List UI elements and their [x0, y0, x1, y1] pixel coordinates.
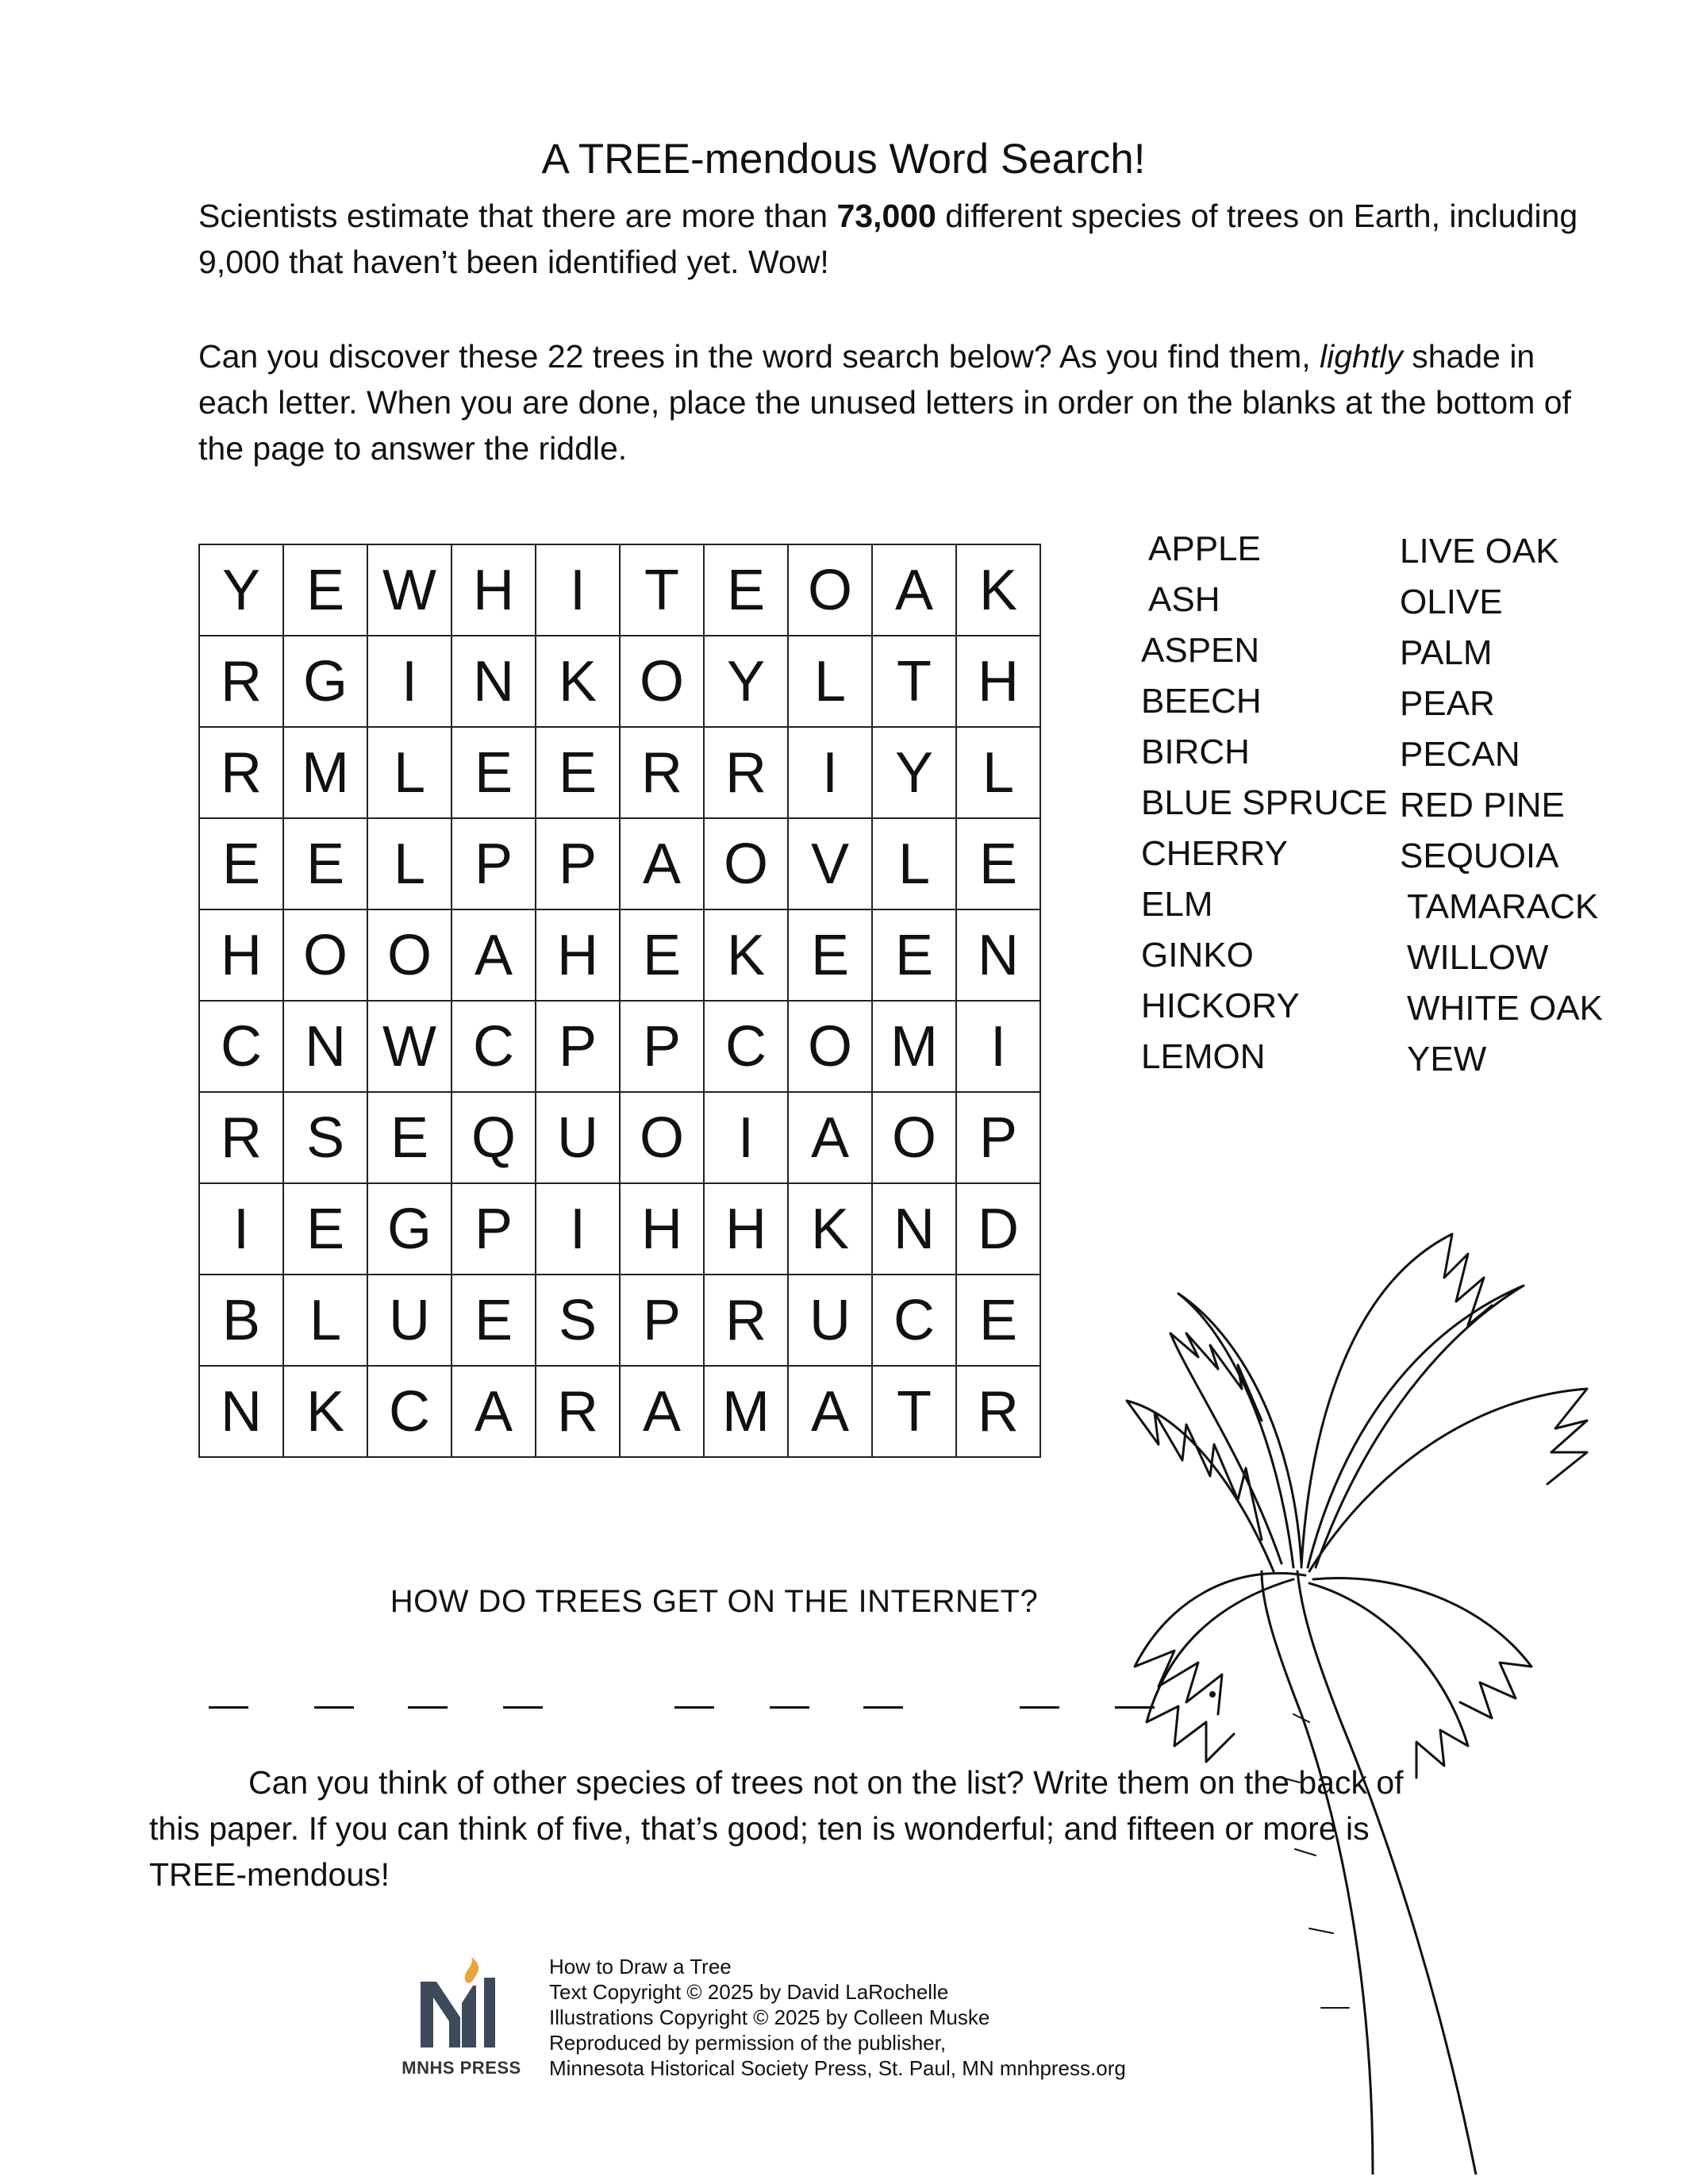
grid-row — [199, 1001, 1040, 1092]
grid-letter-cell[interactable]: A — [788, 1366, 872, 1457]
grid-row — [199, 1275, 1040, 1366]
grid-letter-cell[interactable]: K — [788, 1183, 872, 1275]
credit-line: Text Copyright © 2025 by David LaRochelle — [549, 1980, 949, 2004]
grid-letter-cell[interactable]: R — [536, 1366, 620, 1457]
grid-letter-cell[interactable]: T — [872, 636, 956, 727]
grid-letter-cell[interactable]: P — [452, 1183, 536, 1275]
grid-letter-cell[interactable]: K — [956, 544, 1040, 636]
grid-letter-cell[interactable]: O — [367, 909, 452, 1001]
word-list-item: SEQUOIA — [1400, 836, 1559, 875]
grid-letter-cell[interactable]: H — [452, 544, 536, 636]
closing-paragraph — [149, 1759, 1419, 1898]
grid-letter-cell[interactable]: E — [956, 818, 1040, 909]
grid-letter-cell[interactable]: I — [704, 1092, 788, 1183]
word-list-item: APPLE — [1148, 529, 1261, 568]
grid-letter-cell[interactable]: N — [956, 909, 1040, 1001]
grid-letter-cell[interactable]: M — [704, 1366, 788, 1457]
word-search-grid — [198, 544, 1041, 1458]
intro-paragraph — [198, 193, 1579, 285]
instructions-emphasis: lightly — [1320, 338, 1403, 375]
instructions-paragraph — [198, 333, 1579, 471]
grid-letter-cell[interactable]: W — [367, 1001, 452, 1092]
grid-letter-cell[interactable]: V — [788, 818, 872, 909]
credit-line: Minnesota Historical Society Press, St. Paul, MN mnhpress.org — [549, 2056, 1126, 2080]
grid-letter-cell[interactable]: N — [283, 1001, 367, 1092]
grid-letter-cell[interactable]: E — [283, 544, 367, 636]
riddle-question: HOW DO TREES GET ON THE INTERNET? — [390, 1584, 1039, 1619]
grid-letter-cell[interactable]: A — [872, 544, 956, 636]
grid-letter-cell[interactable]: C — [367, 1366, 452, 1457]
grid-letter-cell[interactable]: R — [199, 727, 283, 818]
grid-letter-cell[interactable]: H — [956, 636, 1040, 727]
word-list-item: ASH — [1148, 580, 1220, 619]
word-list-item: ASPEN — [1141, 631, 1260, 670]
grid-letter-cell[interactable]: E — [956, 1275, 1040, 1366]
grid-letter-cell[interactable]: E — [452, 727, 536, 818]
intro-text-start: Scientists estimate that there are more than — [198, 198, 837, 234]
grid-letter-cell[interactable]: C — [199, 1001, 283, 1092]
credit-line: Reproduced by permission of the publisher, — [549, 2031, 947, 2055]
grid-letter-cell[interactable]: A — [452, 909, 536, 1001]
grid-letter-cell[interactable]: H — [704, 1183, 788, 1275]
grid-letter-cell[interactable]: P — [956, 1092, 1040, 1183]
grid-letter-cell[interactable]: L — [367, 818, 452, 909]
grid-letter-cell[interactable]: P — [452, 818, 536, 909]
answer-blank[interactable] — [1020, 1706, 1059, 1709]
grid-letter-cell[interactable]: E — [704, 544, 788, 636]
grid-letter-cell[interactable]: Y — [872, 727, 956, 818]
word-list-item: LEMON — [1141, 1037, 1266, 1076]
grid-letter-cell[interactable]: E — [872, 909, 956, 1001]
word-list-item: BEECH — [1141, 682, 1262, 721]
grid-letter-cell[interactable]: G — [283, 636, 367, 727]
grid-letter-cell[interactable]: B — [199, 1275, 283, 1366]
grid-letter-cell[interactable]: O — [620, 636, 704, 727]
grid-letter-cell[interactable]: R — [704, 1275, 788, 1366]
answer-blank[interactable] — [209, 1706, 248, 1709]
grid-letter-cell[interactable]: T — [620, 544, 704, 636]
grid-letter-cell[interactable]: K — [283, 1366, 367, 1457]
answer-blank[interactable] — [770, 1706, 809, 1709]
credit-line: Illustrations Copyright © 2025 by Colleen Muske — [549, 2005, 990, 2029]
grid-letter-cell[interactable]: U — [536, 1092, 620, 1183]
grid-letter-cell[interactable]: L — [283, 1275, 367, 1366]
grid-letter-cell[interactable]: A — [620, 1366, 704, 1457]
grid-letter-cell[interactable]: M — [872, 1001, 956, 1092]
answer-blank[interactable] — [408, 1706, 448, 1709]
word-list-item: RED PINE — [1400, 786, 1565, 825]
grid-letter-cell[interactable]: R — [199, 636, 283, 727]
word-list-item: LIVE OAK — [1400, 532, 1559, 571]
word-list-right — [1400, 526, 1603, 1085]
grid-letter-cell[interactable]: N — [199, 1366, 283, 1457]
grid-letter-cell[interactable]: L — [956, 727, 1040, 818]
grid-letter-cell[interactable]: E — [788, 909, 872, 1001]
grid-letter-cell[interactable]: P — [536, 1001, 620, 1092]
grid-row — [199, 818, 1040, 909]
grid-letter-cell[interactable]: L — [367, 727, 452, 818]
grid-letter-cell[interactable]: Y — [704, 636, 788, 727]
grid-letter-cell[interactable]: C — [452, 1001, 536, 1092]
word-list-item: WHITE OAK — [1407, 989, 1603, 1028]
grid-letter-cell[interactable]: W — [367, 544, 452, 636]
copyright-credits — [549, 1954, 1126, 2081]
grid-letter-cell[interactable]: C — [872, 1275, 956, 1366]
grid-letter-cell[interactable]: U — [367, 1275, 452, 1366]
grid-row — [199, 909, 1040, 1001]
grid-letter-cell[interactable]: E — [367, 1092, 452, 1183]
grid-row — [199, 1183, 1040, 1275]
grid-letter-cell[interactable]: P — [536, 818, 620, 909]
grid-letter-cell[interactable]: E — [452, 1275, 536, 1366]
grid-row — [199, 1092, 1040, 1183]
grid-letter-cell[interactable]: I — [536, 1183, 620, 1275]
grid-letter-cell[interactable]: N — [872, 1183, 956, 1275]
word-list-item: PECAN — [1400, 735, 1520, 774]
species-count: 73,000 — [836, 198, 936, 234]
grid-letter-cell[interactable]: O — [788, 544, 872, 636]
word-list-item: GINKO — [1141, 936, 1254, 975]
grid-letter-cell[interactable]: R — [199, 1092, 283, 1183]
grid-letter-cell[interactable]: A — [620, 818, 704, 909]
grid-letter-cell[interactable]: E — [283, 1183, 367, 1275]
word-list-item: PALM — [1400, 633, 1493, 672]
answer-period — [1209, 1691, 1216, 1698]
grid-row — [199, 636, 1040, 727]
grid-letter-cell[interactable]: O — [788, 1001, 872, 1092]
grid-letter-cell[interactable]: R — [956, 1366, 1040, 1457]
answer-blank[interactable] — [674, 1706, 714, 1709]
word-list-item: ELM — [1141, 885, 1213, 924]
grid-letter-cell[interactable]: O — [283, 909, 367, 1001]
grid-letter-cell[interactable]: O — [620, 1092, 704, 1183]
grid-letter-cell[interactable]: P — [620, 1001, 704, 1092]
word-list-item: CHERRY — [1141, 834, 1289, 873]
page-title: A TREE-mendous Word Search! — [541, 136, 1146, 183]
grid-letter-cell[interactable]: P — [620, 1275, 704, 1366]
word-list-item: BLUE SPRUCE — [1141, 783, 1388, 822]
instructions-text-end: shade in each letter. When you are done, place the unused letters in order on the blanks at the bottom of the page to answer the riddle. — [198, 338, 1571, 467]
grid-letter-cell[interactable]: Y — [199, 544, 283, 636]
grid-letter-cell[interactable]: I — [536, 544, 620, 636]
grid-letter-cell[interactable]: S — [536, 1275, 620, 1366]
grid-letter-cell[interactable]: D — [956, 1183, 1040, 1275]
credit-line: How to Draw a Tree — [549, 1955, 732, 1978]
grid-letter-cell[interactable]: H — [620, 1183, 704, 1275]
answer-blank[interactable] — [1115, 1706, 1155, 1709]
word-list-item: WILLOW — [1407, 938, 1549, 977]
grid-row — [199, 727, 1040, 818]
word-list-left — [1141, 524, 1388, 1082]
grid-row — [199, 544, 1040, 636]
grid-letter-cell[interactable]: T — [872, 1366, 956, 1457]
grid-letter-cell[interactable]: I — [367, 636, 452, 727]
word-list-item: OLIVE — [1400, 583, 1503, 621]
grid-letter-cell[interactable]: C — [704, 1001, 788, 1092]
answer-blank[interactable] — [863, 1706, 903, 1709]
word-list-item: PEAR — [1400, 684, 1495, 723]
grid-letter-cell[interactable]: R — [620, 727, 704, 818]
answer-blank[interactable] — [314, 1706, 354, 1709]
instructions-text-start: Can you discover these 22 trees in the word search below? As you find them, — [198, 338, 1320, 375]
grid-row — [199, 1366, 1040, 1457]
grid-letter-cell[interactable]: E — [620, 909, 704, 1001]
grid-letter-cell[interactable]: A — [452, 1366, 536, 1457]
grid-letter-cell[interactable]: Q — [452, 1092, 536, 1183]
logo-text: MNHS PRESS — [402, 2058, 521, 2078]
grid-letter-cell[interactable]: L — [872, 818, 956, 909]
grid-letter-cell[interactable]: S — [283, 1092, 367, 1183]
grid-letter-cell[interactable]: R — [704, 727, 788, 818]
grid-letter-cell[interactable]: U — [788, 1275, 872, 1366]
intro-text-end: different species of trees on Earth, including 9,000 that haven’t been identified yet. Wow! — [198, 198, 1578, 280]
grid-letter-cell[interactable]: H — [536, 909, 620, 1001]
grid-letter-cell[interactable]: I — [956, 1001, 1040, 1092]
grid-letter-cell[interactable]: O — [872, 1092, 956, 1183]
grid-letter-cell[interactable]: M — [283, 727, 367, 818]
grid-letter-cell[interactable]: K — [704, 909, 788, 1001]
grid-letter-cell[interactable]: H — [199, 909, 283, 1001]
closing-text: Can you think of other species of trees not on the list? Write them on the back of this paper. If you can think of five, that’s good; ten is wonderful; and fifteen or more is TREE-mendous! — [149, 1764, 1404, 1893]
answer-blank[interactable] — [503, 1706, 543, 1709]
grid-letter-cell[interactable]: A — [788, 1092, 872, 1183]
word-list-item: YEW — [1407, 1040, 1487, 1079]
grid-letter-cell[interactable]: N — [452, 636, 536, 727]
grid-letter-cell[interactable]: I — [788, 727, 872, 818]
word-list-item: BIRCH — [1141, 732, 1250, 771]
word-list-item: TAMARACK — [1407, 887, 1599, 926]
word-list-item: HICKORY — [1141, 986, 1300, 1025]
grid-letter-cell[interactable]: K — [536, 636, 620, 727]
grid-letter-cell[interactable]: O — [704, 818, 788, 909]
grid-letter-cell[interactable]: E — [536, 727, 620, 818]
grid-letter-cell[interactable]: G — [367, 1183, 452, 1275]
palm-tree-illustration — [1111, 1095, 1619, 2174]
grid-letter-cell[interactable]: I — [199, 1183, 283, 1275]
grid-letter-cell[interactable]: E — [199, 818, 283, 909]
grid-letter-cell[interactable]: L — [788, 636, 872, 727]
grid-letter-cell[interactable]: E — [283, 818, 367, 909]
